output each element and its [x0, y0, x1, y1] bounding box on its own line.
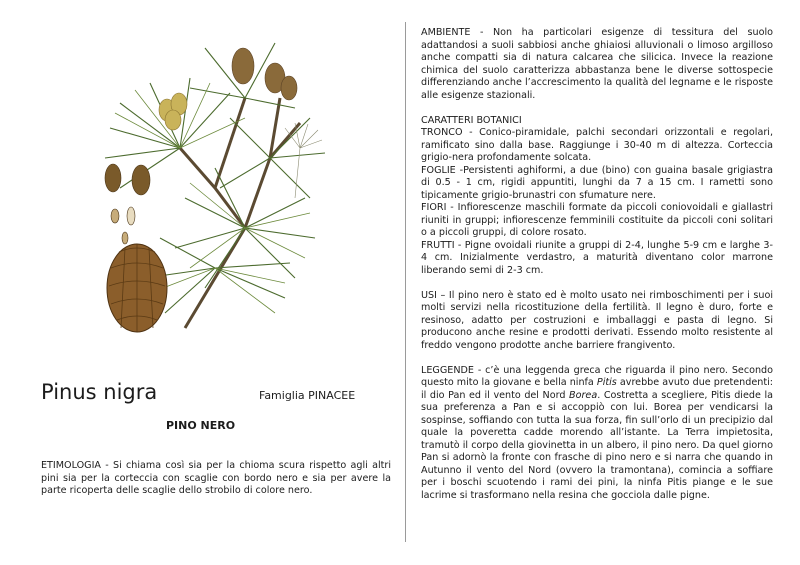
species-title: Pinus nigra	[41, 380, 158, 404]
leggende-paragraph	[421, 365, 773, 503]
right-column	[421, 27, 773, 502]
fiori-paragraph: FIORI - Infiorescenze maschili formate da piccoli coniovoidali e giallastri riuniti in gruppi; infiorescenze femminili costituite da piccoli coni solitari o a piccoli gruppi, di colore rosato.	[421, 202, 773, 238]
foglie-paragraph: FOGLIE -Persistenti aghiformi, a due (bino) con guaina basale grigiastra di 0.5 - 1 cm, rigidi appuntiti, lunghi da 7 a 15 cm. I rametti sono tipicamente grigio-brunastri con sfumature nere.	[421, 164, 773, 201]
leggende-text-3: . Costretta a scegliere, Pitis diede la sua preferenza a Pan e si accoppiò con lui. Borea per vendicarsi la sospinse, soffiando con tutta la sua forza, fin sull’orlo di un precipizio dal quale la poveretta cadde morendo all’istante. La Terra impietosita, tramutò il corpo della giovinetta in un albero, il pino nero. Da quel giorno Pan si adornò la fronte con frasche di pino nero e si narra che quando in Autunno il vento del Nord (ovvero la tramontana), comincia a soffiare per i boschi scuotendo i rami dei pini, la ninfa Pitis piange e le sue lacrime si trasformano nella resina che gocciola dalle pigne.	[421, 389, 773, 501]
family-label: Famiglia PINACEE	[259, 389, 356, 402]
leggende-pitis: Pitis	[596, 377, 617, 388]
leggende-borea: Borea	[569, 389, 598, 401]
pine-botanical-illustration	[95, 38, 325, 338]
ambiente-paragraph: AMBIENTE - Non ha particolari esigenze di tessitura del suolo adattandosi a suoli sabbiosi anche ghiaiosi alluvionali o limoso argilloso anche compatti sia di natura calcarea che silicica. Invece la reazione chimica del suolo caratterizza abbastanza bene le diverse sottospecie differenziando anche l’accrescimento la qualità del legname e le risposte alle esigenze stazionali.	[421, 27, 773, 101]
usi-paragraph: USI – Il pino nero è stato ed è molto usato nei rimboschimenti per i suoi molti servizi nella ricostituzione della fertilità. Il legno è duro, forte e resinoso, adatto per costruzioni e imballaggi e pasta di legno. Si producono anche resine e prodotti derivati. Essendo molto resistente al freddo vengono prodotte anche barriere frangivento.	[421, 289, 773, 351]
tronco-paragraph: TRONCO - Conico-piramidale, palchi secondari orizzontali e regolari, ramificato sino dalla base. Raggiunge i 30-40 m di altezza. Corteccia grigio-nera profondamente solcata.	[421, 127, 773, 163]
leggende-text-2: avrebbe avuto due pretendenti: il dio Pan ed il vento del Nord	[421, 377, 773, 401]
pine-cone-drawing	[107, 244, 167, 332]
etymology-paragraph: ETIMOLOGIA - Si chiama così sia per la chioma scura rispetto agli altri pini sia per la corteccia con scaglie con bordo nero e sia per avere la parte ricoperta delle scaglie dello strobilo di colore nero.	[41, 460, 391, 496]
column-divider	[405, 22, 406, 542]
leggende-text-1: LEGGENDE - c’è una leggenda greca che riguarda il pino nero. Secondo questo mito la giovane e bella ninfa	[421, 364, 773, 388]
caratteri-heading: CARATTERI BOTANICI	[421, 114, 522, 126]
common-name: PINO NERO	[166, 419, 236, 432]
frutti-paragraph: FRUTTI - Pigne ovoidali riunite a gruppi di 2-4, lunghe 5-9 cm e larghe 3-4 cm. Inizialmente verdastro, a maturità diventano color marrone liberando semi di 2-3 cm.	[421, 239, 773, 276]
